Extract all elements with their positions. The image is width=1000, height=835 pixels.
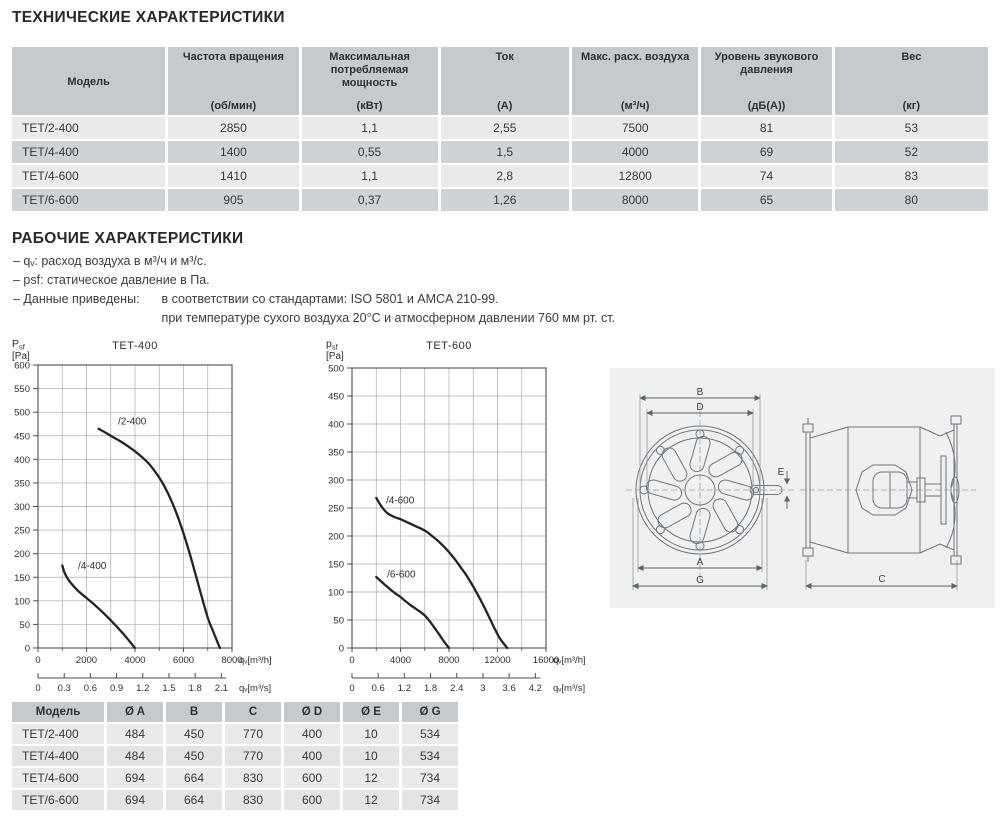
- header-unit: (м³/ч): [620, 100, 650, 112]
- spec-table-header: [12, 47, 988, 115]
- header-unit: (дБ(А)): [747, 100, 786, 112]
- header-name: Частота вращения: [182, 51, 284, 63]
- svg-text:100: 100: [328, 587, 344, 599]
- value-cell: 534: [402, 746, 458, 766]
- dimensions-table-body: [12, 724, 458, 810]
- svg-text:50: 50: [333, 615, 344, 627]
- section-title-technical: ТЕХНИЧЕСКИЕ ХАРАКТЕРИСТИКИ: [12, 9, 285, 26]
- svg-text:500: 500: [14, 407, 30, 419]
- value-cell: 0,37: [302, 189, 438, 211]
- spec-table-row: [12, 117, 988, 139]
- note-prefix: – Данные приведены:: [13, 292, 140, 306]
- value-cell: 1,1: [302, 165, 438, 187]
- svg-text:3: 3: [480, 683, 486, 694]
- model-cell: ТЕТ/6-600: [12, 189, 165, 211]
- chart-tet-400: [4, 333, 310, 699]
- dim-label-c: C: [878, 574, 886, 585]
- svg-text:450: 450: [14, 431, 30, 443]
- model-cell: ТЕТ/2-400: [12, 117, 165, 139]
- model-cell: ТЕТ/4-600: [12, 165, 165, 187]
- svg-text:qᵥ[m³/h]: qᵥ[m³/h]: [553, 655, 586, 666]
- svg-text:qᵥ[m³/h]: qᵥ[m³/h]: [239, 655, 272, 666]
- value-cell: 484: [107, 746, 163, 766]
- value-cell: 2850: [168, 117, 298, 139]
- svg-text:0: 0: [35, 683, 41, 694]
- spec-table-row: [12, 189, 988, 211]
- value-cell: 770: [225, 746, 281, 766]
- dimensions-table-header: [12, 702, 458, 722]
- model-cell: ТЕТ/4-400: [12, 141, 165, 163]
- spec-column-header: [835, 47, 988, 115]
- dims-table-row: [12, 724, 458, 744]
- header-name: Макс. расх. воздуха: [581, 51, 690, 63]
- svg-text:Psf: $P_{sf}$: [12, 338, 25, 352]
- value-cell: 65: [701, 189, 831, 211]
- value-cell: 400: [284, 746, 340, 766]
- svg-text:TET-400: TET-400: [112, 340, 158, 352]
- value-cell: 4000: [572, 141, 698, 163]
- svg-text:3.6: 3.6: [502, 683, 516, 694]
- value-cell: 10: [343, 746, 399, 766]
- dim-label-d: D: [696, 402, 704, 413]
- spec-column-header: [302, 47, 438, 115]
- svg-text:psf: $p_{sf}$: [326, 338, 338, 352]
- spec-table-row: [12, 141, 988, 163]
- header-name: Модель: [67, 75, 110, 88]
- fan-dimension-diagram: [610, 368, 995, 608]
- note-continuation: [162, 290, 616, 328]
- header-name: Вес: [901, 51, 922, 63]
- svg-text:300: 300: [328, 475, 344, 487]
- svg-text:2.1: 2.1: [214, 683, 228, 694]
- model-cell: ТЕТ/4-400: [12, 746, 104, 766]
- value-cell: 1,26: [441, 189, 569, 211]
- header-unit: (кВт): [356, 100, 383, 112]
- value-cell: 1,1: [302, 117, 438, 139]
- value-cell: 664: [166, 768, 222, 788]
- svg-text:2000: 2000: [75, 655, 98, 666]
- section-title-performance: РАБОЧИЕ ХАРАКТЕРИСТИКИ: [12, 230, 244, 247]
- svg-text:4000: 4000: [124, 655, 146, 666]
- svg-text:300: 300: [14, 502, 30, 513]
- value-cell: 0,55: [302, 141, 438, 163]
- value-cell: 484: [107, 724, 163, 744]
- svg-text:0: 0: [349, 683, 355, 694]
- note-sub-line: при температуре сухого воздуха 20°C и атмосферном давлении 760 мм рт. ст.: [161, 311, 616, 325]
- dim-label-b: B: [696, 387, 704, 398]
- svg-text:1.2: 1.2: [397, 683, 411, 694]
- note-line-multi: [13, 290, 615, 328]
- svg-text:400: 400: [14, 454, 30, 466]
- dimension-drawing-panel: [610, 368, 995, 608]
- note-line: – psf: статическое давление в Па.: [13, 273, 210, 287]
- model-cell: ТЕТ/2-400: [12, 724, 104, 744]
- value-cell: 830: [225, 768, 281, 788]
- value-cell: 53: [835, 117, 988, 139]
- svg-text:1.8: 1.8: [423, 683, 438, 694]
- svg-text:150: 150: [328, 559, 344, 571]
- value-cell: 74: [701, 165, 831, 187]
- value-cell: 450: [166, 724, 222, 744]
- svg-text:150: 150: [14, 572, 30, 584]
- svg-text:100: 100: [14, 596, 30, 608]
- value-cell: 664: [166, 790, 222, 810]
- model-cell: ТЕТ/4-600: [12, 768, 104, 788]
- value-cell: 734: [402, 790, 458, 810]
- value-cell: 7500: [572, 117, 698, 139]
- value-cell: 83: [835, 165, 988, 187]
- dims-column-header: Ø D: [284, 702, 340, 722]
- value-cell: 830: [225, 790, 281, 810]
- value-cell: 80: [835, 189, 988, 211]
- svg-text:0.3: 0.3: [57, 683, 71, 694]
- value-cell: 734: [402, 768, 458, 788]
- svg-text:0.6: 0.6: [371, 683, 385, 694]
- value-cell: 1410: [168, 165, 298, 187]
- svg-text:8000: 8000: [221, 655, 243, 666]
- model-cell: ТЕТ/6-600: [12, 790, 104, 810]
- svg-text:350: 350: [14, 478, 30, 490]
- note-sub-line: в соответствии со стандартами: ISO 5801 и AMCA 210-99.: [161, 292, 499, 306]
- dim-label-e: E: [777, 467, 785, 478]
- svg-text:0: 0: [349, 655, 355, 666]
- spec-column-header: [168, 47, 298, 115]
- value-cell: 1,5: [441, 141, 569, 163]
- svg-text:TET-600: TET-600: [426, 340, 472, 352]
- value-cell: 534: [402, 724, 458, 744]
- value-cell: 12: [343, 768, 399, 788]
- svg-text:0.9: 0.9: [109, 683, 124, 694]
- spec-column-header: [572, 47, 698, 115]
- header-name: Максимальная потребляемая мощность: [329, 51, 410, 89]
- spec-column-header: [12, 47, 165, 115]
- dim-label-a: A: [696, 557, 704, 568]
- svg-text:2.4: 2.4: [450, 683, 464, 694]
- svg-text:8000: 8000: [438, 655, 460, 666]
- svg-text:12000: 12000: [484, 655, 511, 666]
- svg-text:0: 0: [35, 655, 41, 666]
- value-cell: 69: [701, 141, 831, 163]
- svg-text:/4-600: /4-600: [385, 495, 415, 507]
- svg-text:6000: 6000: [172, 655, 195, 666]
- value-cell: 600: [284, 768, 340, 788]
- value-cell: 694: [107, 790, 163, 810]
- svg-text:0: 0: [24, 643, 30, 655]
- performance-notes: [13, 252, 615, 328]
- value-cell: 450: [166, 746, 222, 766]
- svg-text:/4-400: /4-400: [78, 560, 107, 572]
- dims-table-row: [12, 790, 458, 810]
- svg-text:250: 250: [14, 525, 30, 537]
- value-cell: 81: [701, 117, 831, 139]
- dims-column-header: Ø A: [107, 702, 163, 722]
- value-cell: 52: [835, 141, 988, 163]
- dimensions-table: [9, 700, 461, 812]
- svg-text:[Pa]: [Pa]: [326, 351, 344, 362]
- chart-tet-600: [318, 333, 624, 699]
- value-cell: 8000: [572, 189, 698, 211]
- header-name: Ток: [495, 51, 514, 63]
- svg-text:350: 350: [328, 447, 344, 459]
- dims-table-row: [12, 768, 458, 788]
- dim-label-g: G: [696, 575, 704, 586]
- dims-column-header: B: [166, 702, 222, 722]
- spec-column-header: [701, 47, 831, 115]
- dims-column-header: Ø E: [343, 702, 399, 722]
- dims-column-header: Ø G: [402, 702, 458, 722]
- svg-text:4000: 4000: [389, 655, 412, 666]
- value-cell: 600: [284, 790, 340, 810]
- svg-text:qᵥ[m³/s]: qᵥ[m³/s]: [553, 683, 586, 694]
- note-line: – qᵥ: расход воздуха в м³/ч и м³/с.: [13, 254, 207, 268]
- value-cell: 12: [343, 790, 399, 810]
- svg-text:400: 400: [328, 419, 344, 431]
- svg-text:0.6: 0.6: [83, 683, 97, 694]
- svg-text:450: 450: [328, 391, 344, 403]
- value-cell: 12800: [572, 165, 698, 187]
- spec-table: [9, 45, 991, 213]
- svg-text:550: 550: [14, 384, 30, 396]
- svg-text:1.8: 1.8: [188, 683, 202, 694]
- value-cell: 2,55: [441, 117, 569, 139]
- header-unit: (А): [497, 100, 513, 112]
- value-cell: 905: [168, 189, 298, 211]
- svg-text:600: 600: [14, 360, 30, 372]
- header-unit: (об/мин): [210, 100, 257, 112]
- value-cell: 400: [284, 724, 340, 744]
- svg-text:1.2: 1.2: [136, 683, 150, 694]
- svg-text:4.2: 4.2: [528, 683, 542, 694]
- header-unit: (кг): [902, 100, 921, 112]
- value-cell: 1400: [168, 141, 298, 163]
- svg-text:200: 200: [328, 531, 344, 543]
- svg-text:200: 200: [14, 549, 30, 561]
- svg-text:[Pa]: [Pa]: [12, 351, 30, 362]
- value-cell: 770: [225, 724, 281, 744]
- spec-table-body: [12, 117, 988, 211]
- svg-text:qᵥ[m³/s]: qᵥ[m³/s]: [239, 683, 272, 694]
- svg-text:250: 250: [328, 503, 344, 515]
- svg-text:/6-600: /6-600: [387, 569, 416, 581]
- svg-text:500: 500: [328, 363, 344, 375]
- svg-text:1.5: 1.5: [162, 683, 176, 694]
- svg-text:0: 0: [338, 643, 344, 655]
- value-cell: 2,8: [441, 165, 569, 187]
- dims-table-row: [12, 746, 458, 766]
- spec-column-header: [441, 47, 569, 115]
- value-cell: 694: [107, 768, 163, 788]
- dims-column-header: Модель: [12, 702, 104, 722]
- spec-table-row: [12, 165, 988, 187]
- value-cell: 10: [343, 724, 399, 744]
- dims-column-header: C: [225, 702, 281, 722]
- svg-text:/2-400: /2-400: [118, 416, 147, 428]
- header-name: Уровень звукового давления: [714, 51, 819, 76]
- svg-text:50: 50: [19, 619, 30, 631]
- svg-text:16000: 16000: [532, 655, 560, 666]
